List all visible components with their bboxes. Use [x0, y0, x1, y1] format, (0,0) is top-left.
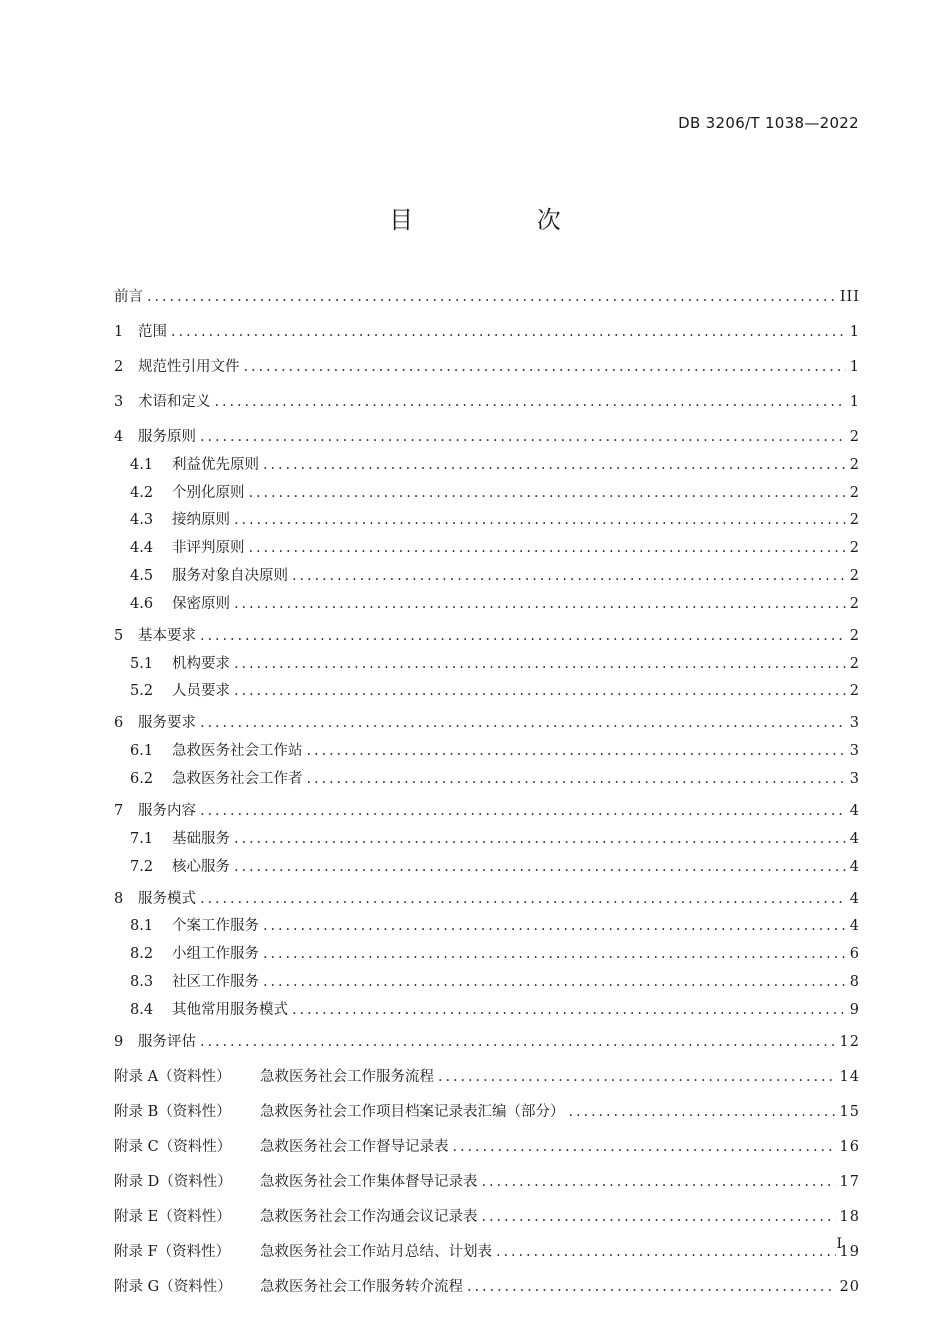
- toc-entry-page: 2: [849, 540, 860, 557]
- toc-leader-dots: [307, 743, 846, 759]
- toc-entry-number: 4.4: [130, 540, 154, 557]
- toc-entry-label: 人员要求: [172, 683, 230, 700]
- toc-entry-page: 20: [839, 1278, 860, 1295]
- toc-entry-page: 2: [849, 429, 860, 445]
- toc-entry-number: 4.2: [130, 484, 154, 501]
- toc-entry-page: 9: [849, 1001, 860, 1018]
- toc-entry-number: 8: [114, 890, 124, 907]
- toc-entry-number: 附录 A（资料性）: [114, 1068, 231, 1085]
- toc-entry-page: 2: [849, 595, 860, 612]
- toc-entry[interactable]: [114, 1170, 860, 1191]
- toc-entry-label: 机构要求: [172, 655, 230, 672]
- toc-leader-dots: [482, 1174, 836, 1190]
- toc-entry-label: 个别化原则: [172, 484, 245, 501]
- toc-entry-number: 6: [114, 715, 124, 732]
- toc-entry[interactable]: [114, 624, 860, 645]
- toc-leader-dots: [569, 1104, 836, 1120]
- toc-entry-page: 6: [849, 946, 860, 963]
- toc-entry-page: III: [839, 289, 860, 305]
- toc-entry[interactable]: [114, 711, 860, 732]
- toc-entry-page: 1: [849, 359, 860, 375]
- toc-entry-label: 服务内容: [138, 802, 196, 819]
- toc-entry-label: 急救医务社会工作集体督导记录表: [260, 1173, 478, 1190]
- toc-entry[interactable]: [114, 855, 860, 876]
- toc-entry[interactable]: [114, 1135, 860, 1156]
- toc-entry-label: 基本要求: [138, 627, 196, 644]
- toc-entry-label: 服务原则: [138, 429, 196, 445]
- toc-entry-label: 核心服务: [172, 858, 230, 875]
- toc-entry-page: 14: [839, 1068, 860, 1085]
- toc-entry[interactable]: [114, 320, 860, 341]
- page-number: I: [836, 1236, 842, 1252]
- toc-entry-label: 其他常用服务模式: [172, 1001, 288, 1018]
- toc-entry-label: 非评判原则: [172, 540, 245, 557]
- toc-entry-number: 5.1: [130, 655, 154, 672]
- toc-entry[interactable]: [114, 887, 860, 908]
- toc-entry[interactable]: [114, 390, 860, 411]
- toc-entry-label: 服务模式: [138, 890, 196, 907]
- toc-entry-page: 16: [839, 1138, 860, 1155]
- toc-entry-number: 4.6: [130, 595, 154, 612]
- toc-entry[interactable]: [114, 355, 860, 376]
- toc-leader-dots: [234, 859, 846, 875]
- toc-entry-number: 8.2: [130, 946, 154, 963]
- toc-entry-number: 7.1: [130, 830, 154, 847]
- toc-leader-dots: [200, 891, 846, 907]
- toc-leader-dots: [292, 568, 846, 584]
- toc-entry-label: 基础服务: [172, 830, 230, 847]
- toc-entry[interactable]: [114, 942, 860, 963]
- toc-leader-dots: [200, 628, 846, 644]
- toc-entry-label: 小组工作服务: [172, 946, 259, 963]
- document-code: DB 3206/T 1038—2022: [678, 114, 859, 132]
- toc-entry[interactable]: [114, 1030, 860, 1051]
- toc-leader-dots: [307, 771, 846, 787]
- toc-entry[interactable]: [114, 1240, 860, 1261]
- toc-entry[interactable]: [114, 998, 860, 1019]
- toc-entry-label: 社区工作服务: [172, 973, 259, 990]
- toc-leader-dots: [234, 512, 846, 528]
- toc-entry-page: 15: [839, 1103, 860, 1120]
- toc-entry-label: 个案工作服务: [172, 918, 259, 935]
- toc-leader-dots: [438, 1069, 836, 1085]
- toc-entry-label: 接纳原则: [172, 512, 230, 529]
- toc-entry-page: 3: [849, 743, 860, 760]
- toc-entry-number: 附录 G（资料性）: [114, 1278, 232, 1295]
- toc-entry-label: 术语和定义: [138, 394, 211, 410]
- toc-leader-dots: [200, 715, 846, 731]
- toc-entry-page: 19: [839, 1243, 860, 1260]
- toc-entry-number: 4.1: [130, 456, 154, 473]
- toc-leader-dots: [234, 656, 846, 672]
- toc-entry-page: 4: [849, 858, 860, 875]
- toc-entry-number: 3: [114, 394, 124, 410]
- toc-entry-label: 服务对象自决原则: [172, 567, 288, 584]
- toc-entry[interactable]: [114, 767, 860, 788]
- toc-leader-dots: [234, 683, 846, 699]
- toc-leader-dots: [263, 457, 846, 473]
- toc-entry-number: 8.4: [130, 1001, 154, 1018]
- toc-entry-number: 8.3: [130, 973, 154, 990]
- toc-entry-page: 4: [849, 830, 860, 847]
- toc-leader-dots: [171, 324, 846, 340]
- toc-entry-label: 急救医务社会工作服务流程: [260, 1068, 434, 1085]
- toc-leader-dots: [249, 485, 846, 501]
- toc-leader-dots: [249, 540, 846, 556]
- toc-entry-number: 1: [114, 324, 124, 340]
- table-of-contents: [114, 285, 860, 1296]
- toc-entry-label: 范围: [138, 324, 167, 340]
- toc-entry-page: 8: [849, 973, 860, 990]
- toc-entry-label: 急救医务社会工作服务转介流程: [260, 1278, 463, 1295]
- toc-leader-dots: [292, 1002, 846, 1018]
- toc-entry-label: 服务评估: [138, 1033, 196, 1050]
- toc-entry-label: 急救医务社会工作项目档案记录表汇编（部分）: [260, 1103, 565, 1120]
- toc-entry-number: 6.2: [130, 770, 154, 787]
- toc-entry[interactable]: [114, 1065, 860, 1086]
- toc-entry-page: 2: [849, 484, 860, 501]
- toc-entry-number: 附录 F（资料性）: [114, 1243, 231, 1260]
- toc-leader-dots: [467, 1279, 836, 1295]
- toc-entry[interactable]: [114, 1275, 860, 1296]
- toc-entry-page: 2: [849, 655, 860, 672]
- toc-entry-number: 7.2: [130, 858, 154, 875]
- toc-entry[interactable]: [114, 508, 860, 529]
- toc-entry[interactable]: [114, 739, 860, 760]
- toc-leader-dots: [496, 1244, 836, 1260]
- toc-entry-page: 2: [849, 512, 860, 529]
- toc-entry-label: 保密原则: [172, 595, 230, 612]
- toc-leader-dots: [234, 596, 846, 612]
- toc-entry[interactable]: [114, 1205, 860, 1226]
- toc-entry-number: 5.2: [130, 683, 154, 700]
- toc-entry-number: 7: [114, 802, 124, 819]
- toc-entry-page: 2: [849, 683, 860, 700]
- toc-entry[interactable]: [114, 970, 860, 991]
- toc-entry-label: 急救医务社会工作沟通会议记录表: [260, 1208, 478, 1225]
- toc-entry[interactable]: [114, 564, 860, 585]
- toc-entry-label: 前言: [114, 289, 143, 305]
- toc-entry-number: 附录 E（资料性）: [114, 1208, 231, 1225]
- toc-entry-label: 服务要求: [138, 715, 196, 732]
- page-title: 目 次: [389, 206, 619, 234]
- toc-entry[interactable]: [114, 536, 860, 557]
- toc-entry[interactable]: [114, 799, 860, 820]
- toc-entry-page: 12: [839, 1033, 860, 1050]
- toc-entry-page: 2: [849, 456, 860, 473]
- toc-leader-dots: [453, 1139, 836, 1155]
- toc-entry-page: 1: [849, 394, 860, 410]
- toc-entry-number: 4: [114, 429, 124, 445]
- toc-entry-number: 附录 D（资料性）: [114, 1173, 232, 1190]
- toc-leader-dots: [263, 974, 846, 990]
- toc-leader-dots: [147, 289, 836, 305]
- toc-entry-number: 9: [114, 1033, 124, 1050]
- toc-leader-dots: [200, 429, 846, 445]
- toc-entry[interactable]: [114, 453, 860, 474]
- toc-entry-label: 急救医务社会工作站: [172, 743, 303, 760]
- toc-entry-page: 4: [849, 918, 860, 935]
- toc-entry-page: 2: [849, 627, 860, 644]
- toc-entry-page: 4: [849, 802, 860, 819]
- toc-entry[interactable]: [114, 481, 860, 502]
- toc-entry-number: 8.1: [130, 918, 154, 935]
- toc-entry-number: 5: [114, 627, 124, 644]
- toc-entry-number: 4.5: [130, 567, 154, 584]
- toc-entry-number: 2: [114, 359, 124, 375]
- toc-entry-label: 急救医务社会工作站月总结、计划表: [260, 1243, 492, 1260]
- toc-entry[interactable]: [114, 679, 860, 700]
- toc-entry-label: 利益优先原则: [172, 456, 259, 473]
- toc-leader-dots: [200, 803, 846, 819]
- toc-entry-page: 18: [839, 1208, 860, 1225]
- toc-entry-label: 规范性引用文件: [138, 359, 240, 375]
- toc-entry-page: 4: [849, 890, 860, 907]
- toc-entry[interactable]: [114, 1100, 860, 1121]
- toc-entry[interactable]: [114, 285, 860, 306]
- toc-entry-label: 急救医务社会工作督导记录表: [260, 1138, 449, 1155]
- toc-entry[interactable]: [114, 425, 860, 446]
- toc-entry-page: 3: [849, 715, 860, 732]
- toc-leader-dots: [215, 394, 846, 410]
- toc-entry[interactable]: [114, 652, 860, 673]
- toc-entry-page: 2: [849, 567, 860, 584]
- toc-leader-dots: [263, 918, 846, 934]
- toc-entry-label: 急救医务社会工作者: [172, 770, 303, 787]
- toc-leader-dots: [482, 1209, 836, 1225]
- toc-entry-page: 17: [839, 1173, 860, 1190]
- toc-entry[interactable]: [114, 592, 860, 613]
- toc-entry[interactable]: [114, 827, 860, 848]
- toc-leader-dots: [244, 359, 846, 375]
- toc-entry-number: 4.3: [130, 512, 154, 529]
- toc-entry[interactable]: [114, 914, 860, 935]
- toc-entry-number: 6.1: [130, 743, 154, 760]
- toc-leader-dots: [263, 946, 846, 962]
- toc-leader-dots: [200, 1034, 836, 1050]
- toc-entry-number: 附录 C（资料性）: [114, 1138, 232, 1155]
- toc-entry-page: 3: [849, 770, 860, 787]
- toc-leader-dots: [234, 831, 846, 847]
- toc-entry-number: 附录 B（资料性）: [114, 1103, 231, 1120]
- toc-entry-page: 1: [849, 324, 860, 340]
